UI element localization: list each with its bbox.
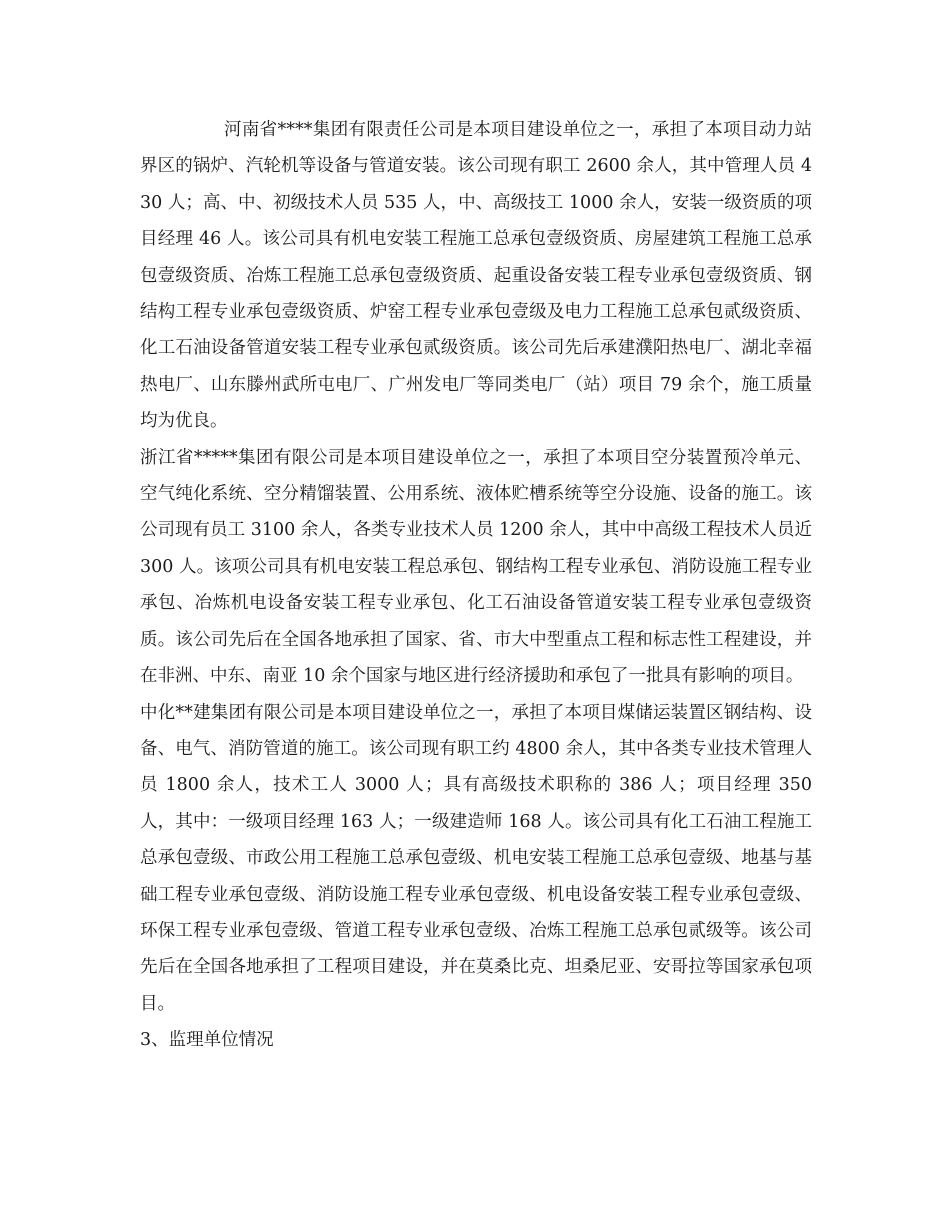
- document-body: [140, 112, 812, 1059]
- paragraph-zhonghua-company: 中化**建集团有限公司是本项目建设单位之一，承担了本项目煤储运装置区钢结构、设备、电气、消防管道的施工。该公司现有职工约 4800 余人，其中各类专业技术管理人员 1800 余人，技术工人 3000 人；具有高级技术职称的 386 人；项目经理 350 人，其中：一级项目经理 163 人；一级建造师 168 人。该公司具有化工石油工程施工总承包壹级、市政公用工程施工总承包壹级、机电安装工程施工总承包壹级、地基与基础工程专业承包壹级、消防设施工程专业承包壹级、机电设备安装工程专业承包壹级、环保工程专业承包壹级、管道工程专业承包壹级、冶炼工程施工总承包贰级等。该公司先后在全国各地承担了工程项目建设，并在莫桑比克、坦桑尼亚、安哥拉等国家承包项目。: [140, 702, 812, 1014]
- paragraph-henan-company: 河南省****集团有限责任公司是本项目建设单位之一，承担了本项目动力站界区的锅炉、汽轮机等设备与管道安装。该公司现有职工 2600 余人，其中管理人员 430 人；高、中、初级技术人员 535 人，中、高级技工 1000 余人，安装一级资质的项目经理 46 人。该公司具有机电安装工程施工总承包壹级资质、房屋建筑工程施工总承包壹级资质、冶炼工程施工总承包壹级资质、起重设备安装工程专业承包壹级资质、钢结构工程专业承包壹级资质、炉窑工程专业承包壹级及电力工程施工总承包贰级资质、化工石油设备管道安装工程专业承包贰级资质。该公司先后承建濮阳热电厂、湖北幸福热电厂、山东滕州武所屯电厂、广州发电厂等同类电厂（站）项目 79 余个，施工质量均为优良。: [140, 120, 812, 432]
- paragraph-zhejiang-company: 浙江省*****集团有限公司是本项目建设单位之一，承担了本项目空分装置预冷单元、空气纯化系统、空分精馏装置、公用系统、液体贮槽系统等空分设施、设备的施工。该公司现有员工 3100 余人，各类专业技术人员 1200 余人，其中中高级工程技术人员近 300 人。该项公司具有机电安装工程总承包、钢结构工程专业承包、消防设施工程专业承包、冶炼机电设备安装工程专业承包、化工石油设备管道安装工程专业承包壹级资质。该公司先后在全国各地承担了国家、省、市大中型重点工程和标志性工程建设，并在非洲、中东、南亚 10 余个国家与地区进行经济援助和承包了一批具有影响的项目。: [140, 447, 812, 687]
- section-heading-supervision: 3、监理单位情况: [140, 1030, 274, 1051]
